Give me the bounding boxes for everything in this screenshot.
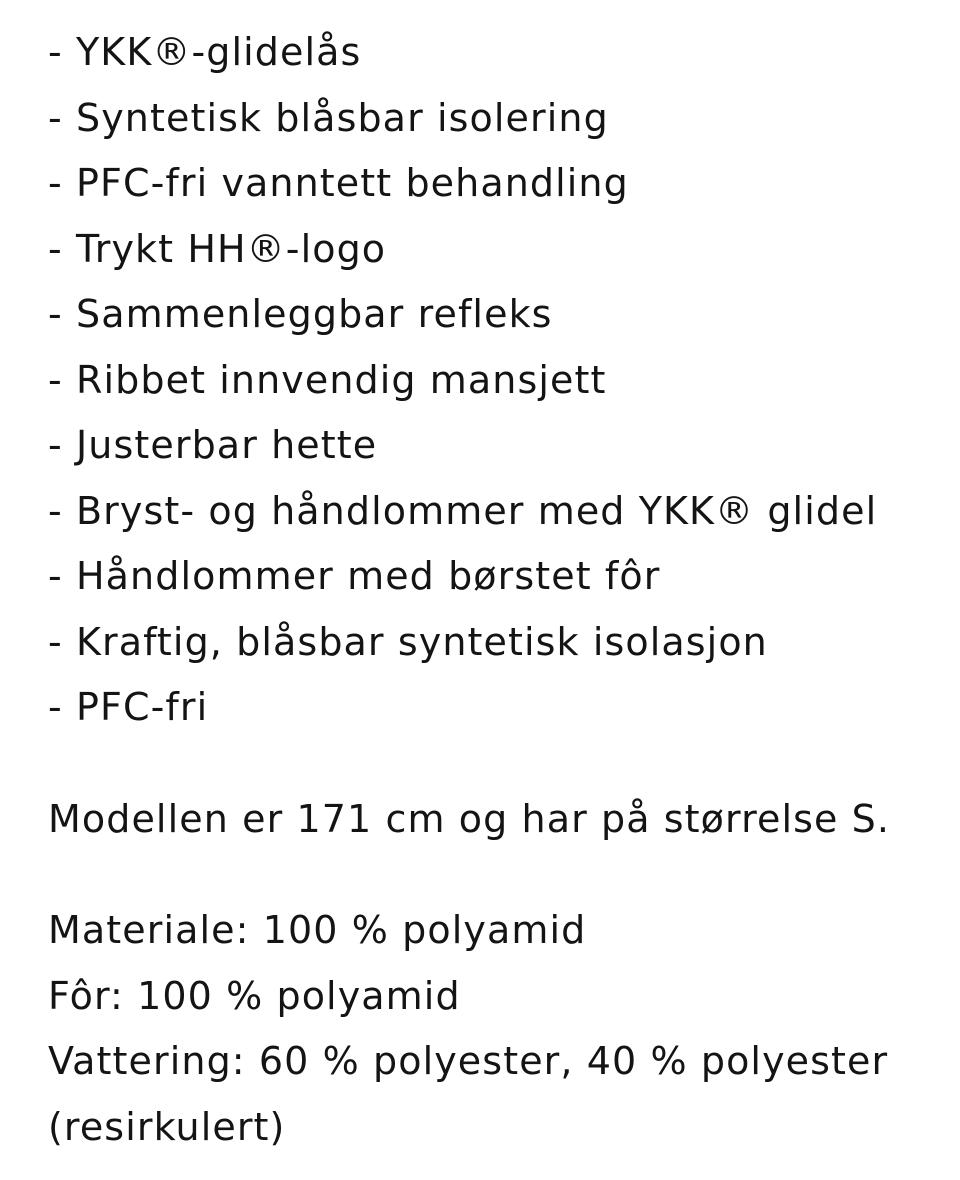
- materials-section: [48, 898, 960, 1160]
- model-size-text: Modellen er 171 cm og har på størrelse S.: [48, 796, 891, 841]
- feature-item: - Kraftig, blåsbar syntetisk isolasjon: [48, 619, 768, 664]
- feature-item: - PFC-fri: [48, 685, 209, 729]
- model-size-note: [48, 787, 960, 853]
- feature-item: - PFC-fri vanntett behandling: [48, 161, 629, 205]
- material-padding: Vattering: 60 % polyester, 40 % polyester: [48, 1039, 889, 1083]
- feature-item: - Justerbar hette: [48, 423, 378, 467]
- material-padding-continued: (resirkulert): [48, 1104, 286, 1149]
- feature-item: - Bryst- og håndlommer med YKK® glidel: [48, 488, 878, 533]
- material-lining: Fôr: 100 % polyamid: [48, 973, 461, 1018]
- feature-item: - Syntetisk blåsbar isolering: [48, 95, 609, 140]
- feature-item: - Håndlommer med børstet fôr: [48, 554, 661, 598]
- feature-list: [48, 20, 960, 741]
- feature-item: - YKK®-glidelås: [48, 30, 362, 74]
- feature-item: - Sammenleggbar refleks: [48, 292, 553, 336]
- material-main: Materiale: 100 % polyamid: [48, 908, 587, 952]
- feature-item: - Trykt HH®-logo: [48, 226, 387, 271]
- feature-item: - Ribbet innvendig mansjett: [48, 357, 607, 402]
- product-description: [48, 20, 960, 1160]
